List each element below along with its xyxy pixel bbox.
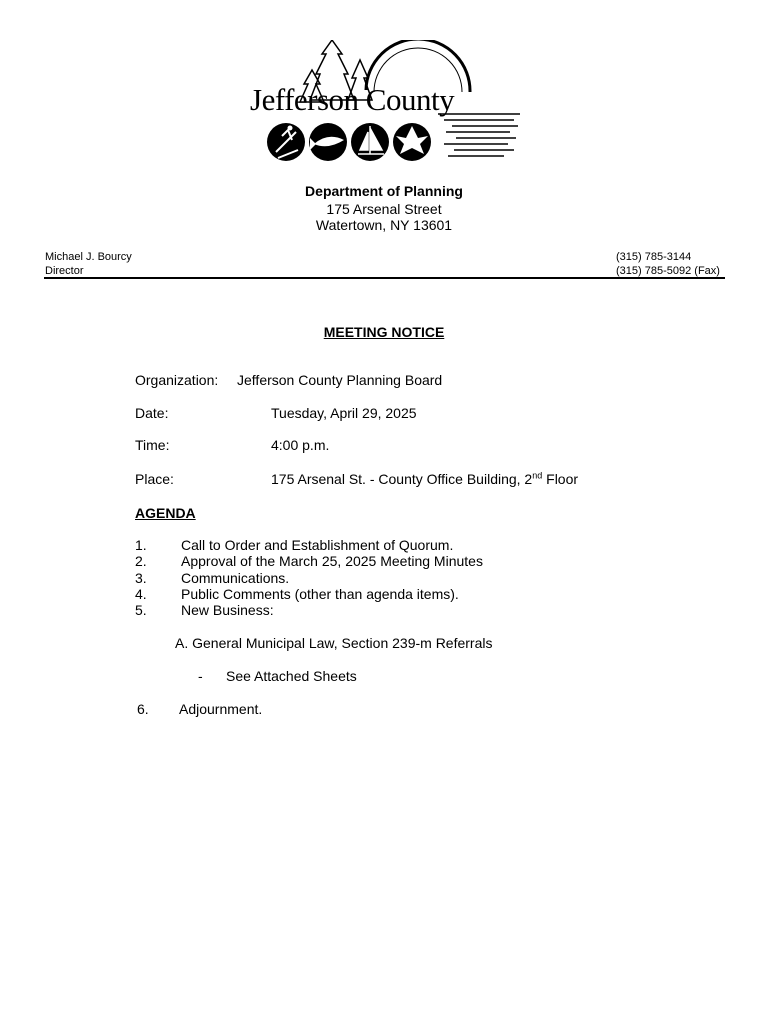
city-address: Watertown, NY 13601 — [315, 217, 453, 233]
agenda-item-text: New Business: — [181, 602, 274, 618]
agenda-sub-sub-bullet: - — [198, 668, 203, 684]
time-label: Time: — [135, 437, 170, 453]
phone-number: (315) 785-3144 — [616, 251, 692, 263]
agenda-item-number: 6. — [137, 701, 149, 717]
letterhead-divider — [44, 277, 725, 279]
agenda-item-number: 5. — [135, 602, 147, 618]
department-name: Department of Planning — [305, 183, 463, 199]
agenda-heading: AGENDA — [135, 505, 196, 521]
agenda-sub-sub-item: See Attached Sheets — [226, 668, 357, 684]
agenda-item-number: 3. — [135, 570, 147, 586]
agenda-item-number: 2. — [135, 553, 147, 569]
agenda-item-text: Adjournment. — [179, 701, 263, 717]
agenda-item-number: 1. — [135, 537, 147, 553]
organization-label: Organization: — [135, 372, 219, 388]
logo-wordmark: Jefferson County — [250, 82, 455, 117]
organization-value: Jefferson County Planning Board — [237, 372, 443, 388]
agenda-item-text: Call to Order and Establishment of Quorum. — [181, 537, 454, 553]
agenda-item-text: Communications. — [181, 570, 290, 586]
place-value-floor: Floor — [542, 471, 579, 487]
date-value: Tuesday, April 29, 2025 — [271, 405, 417, 421]
director-title: Director — [45, 265, 84, 277]
agenda-item-text: Public Comments (other than agenda items). — [181, 586, 459, 602]
time-value: 4:00 p.m. — [271, 437, 330, 453]
agenda-item-text: Approval of the March 25, 2025 Meeting Minutes — [181, 553, 483, 569]
date-label: Date: — [135, 405, 169, 421]
place-value-main: 175 Arsenal St. - County Office Building, 2 — [271, 471, 533, 487]
director-name: Michael J. Bourcy — [45, 251, 132, 263]
meeting-notice-title: MEETING NOTICE — [323, 324, 445, 340]
place-value — [271, 471, 578, 487]
agenda-sub-item: A. General Municipal Law, Section 239-m Referrals — [175, 635, 493, 651]
agenda-item-number: 4. — [135, 586, 147, 602]
jefferson-county-logo — [248, 40, 524, 168]
street-address: 175 Arsenal Street — [326, 201, 442, 217]
place-value-ordinal: nd — [532, 470, 543, 481]
place-label: Place: — [135, 471, 174, 487]
fax-number: (315) 785-5092 (Fax) — [616, 265, 720, 277]
